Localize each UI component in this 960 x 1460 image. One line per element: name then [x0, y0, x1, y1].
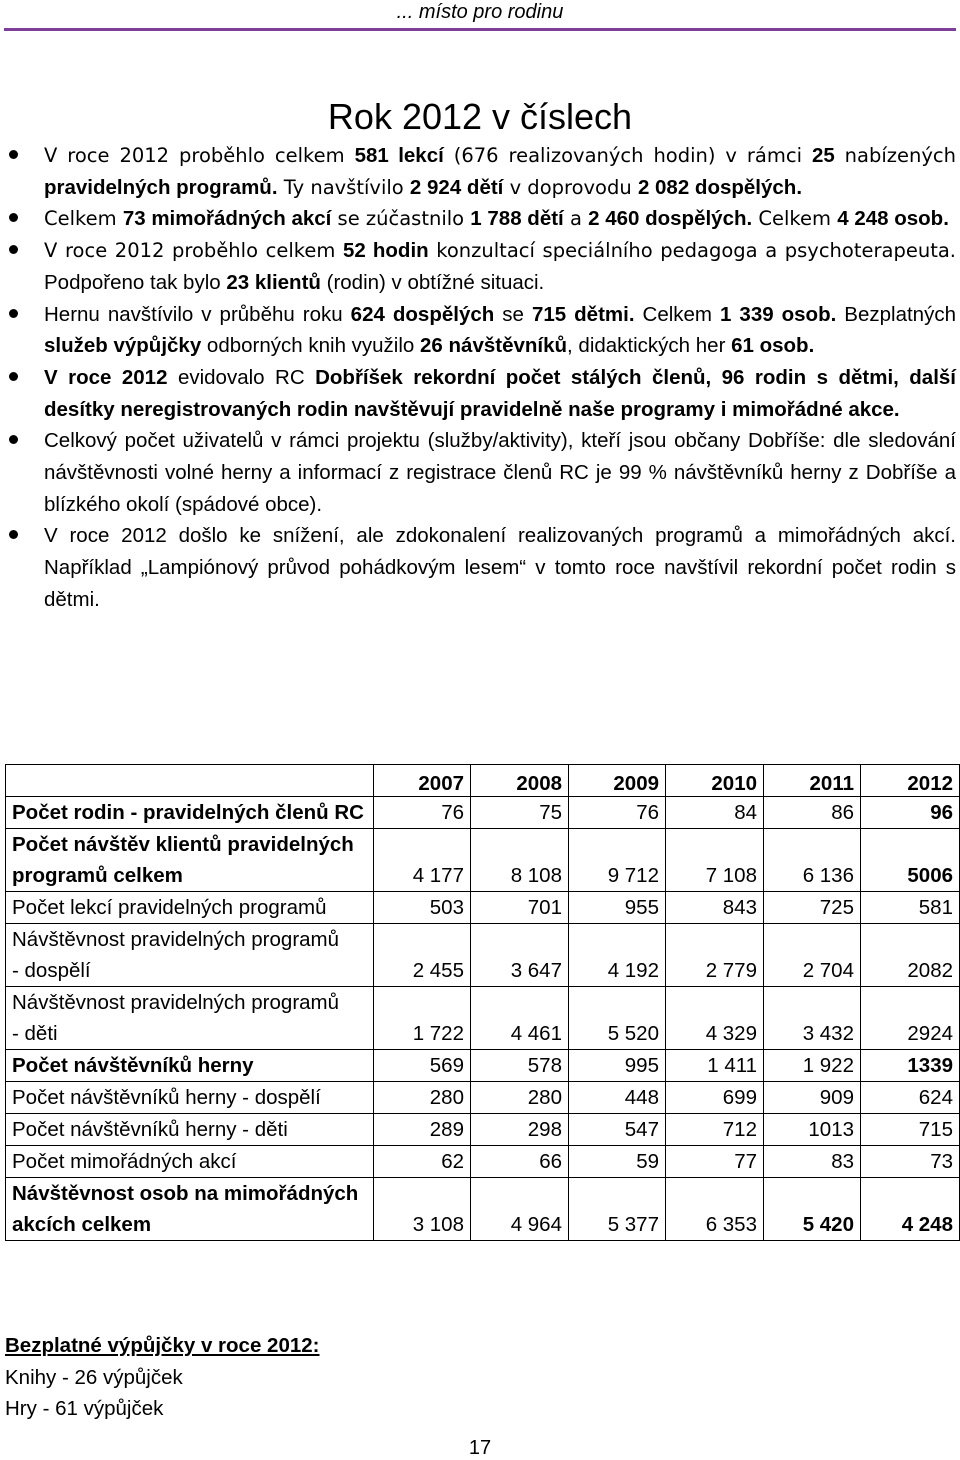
bullet-text-segment: 2 460 dospělých. — [588, 207, 753, 231]
table-header-row — [6, 765, 960, 797]
table-cell: 569 — [374, 1050, 471, 1082]
summary-bullet — [0, 425, 960, 520]
bullet-text-segment: 624 dospělých — [350, 302, 495, 326]
table-row — [6, 1146, 960, 1178]
header-divider — [4, 28, 956, 31]
bullet-text-segment: služeb výpůjčky — [44, 334, 202, 358]
table-cell: 62 — [374, 1146, 471, 1178]
table-row — [6, 892, 960, 924]
table-cell: 4 192 — [569, 924, 666, 987]
table-row-label: Počet návštěv klientů pravidelných programů celkem — [6, 829, 374, 892]
page-title: Rok 2012 v číslech — [327, 96, 633, 138]
table-cell: 624 — [861, 1082, 960, 1114]
table-cell: 289 — [374, 1114, 471, 1146]
table-cell: 725 — [764, 892, 861, 924]
table-cell: 1 411 — [666, 1050, 764, 1082]
table-cell: 503 — [374, 892, 471, 924]
table-cell: 7 108 — [666, 829, 764, 892]
bullet-text-segment: 25 — [811, 144, 835, 167]
bullet-text-segment: V roce 2012 proběhlo celkem — [44, 239, 343, 263]
bullet-text-segment: Celkem — [634, 302, 721, 326]
table-cell: 1013 — [764, 1114, 861, 1146]
bullet-text-segment: Celkem — [44, 207, 123, 231]
table-cell: 5006 — [861, 829, 960, 892]
table-cell: 4 461 — [471, 987, 569, 1050]
table-cell: 715 — [861, 1114, 960, 1146]
table-cell: 6 136 — [764, 829, 861, 892]
bullet-text-segment: 2 082 dospělých. — [637, 175, 803, 199]
bullet-dot-icon — [9, 150, 18, 159]
bullet-text-segment: 2 924 dětí — [409, 175, 504, 199]
table-cell: 5 377 — [569, 1178, 666, 1241]
bullet-text-segment: 52 hodin — [342, 239, 429, 263]
table-row — [6, 829, 960, 892]
summary-bullet — [0, 520, 960, 615]
table-cell: 298 — [471, 1114, 569, 1146]
page-number: 17 — [468, 1437, 492, 1459]
table-cell: 9 712 — [569, 829, 666, 892]
bullet-dot-icon — [9, 245, 18, 254]
table-cell: 96 — [861, 797, 960, 829]
table-cell: 5 420 — [764, 1178, 861, 1241]
bullet-dot-icon — [9, 213, 18, 222]
table-cell: 75 — [471, 797, 569, 829]
summary-bullet — [0, 235, 960, 298]
summary-bullet — [0, 203, 960, 235]
bullet-text-segment: 1 788 dětí — [470, 207, 564, 231]
table-year-header: 2011 — [764, 765, 861, 797]
table-header-empty — [6, 765, 374, 797]
bullet-text-segment: , didaktických her — [567, 334, 732, 358]
bullet-text-segment: v doprovodu — [503, 175, 638, 199]
table-cell: 1 722 — [374, 987, 471, 1050]
table-cell: 4 964 — [471, 1178, 569, 1241]
bullet-text-segment: 23 klientů — [226, 270, 321, 294]
summary-bullet — [0, 140, 960, 203]
bullet-text-segment: Dobříšek rekordní počet stálých členů, 96 rodin s dětmi, další desítky neregistrovaných rodin navštěvují pravidelně naše programy i mimořádné akce. — [44, 365, 956, 421]
table-cell: 448 — [569, 1082, 666, 1114]
table-row-label: Počet návštěvníků herny — [6, 1050, 374, 1082]
table-cell: 3 647 — [471, 924, 569, 987]
bullet-text-segment: Podpořeno tak bylo — [44, 270, 227, 294]
bullet-text-segment: a — [563, 207, 589, 231]
bullet-text-segment: Celkový počet uživatelů v rámci projektu (služby/aktivity), kteří jsou občany Dobříše: dle sledování návštěvnosti volné herny a informací z registrace členů RC je 99 % návštěvníků herny z Dobříše a blízkého okolí (spádové obce). — [44, 429, 956, 516]
table-year-header: 2012 — [861, 765, 960, 797]
table-cell: 578 — [471, 1050, 569, 1082]
bullet-text-segment: Bezplatných — [836, 302, 956, 326]
summary-bullet — [0, 362, 960, 425]
bullet-text-segment: (rodin) v obtížné situaci. — [320, 270, 545, 294]
table-row — [6, 987, 960, 1050]
bullet-dot-icon — [9, 435, 18, 444]
bullet-text-segment: pravidelných programů. — [44, 175, 278, 199]
page-header — [0, 0, 960, 32]
table-row-label: Návštěvnost pravidelných programů - dospělí — [6, 924, 374, 987]
bullet-text-segment: odborných knih využilo — [201, 334, 421, 358]
bullet-text-segment: Hernu navštívilo v průběhu roku — [44, 302, 351, 326]
free-loans-title: Bezplatné výpůjčky v roce 2012: — [5, 1334, 320, 1357]
bullet-text-segment: V roce 2012 — [44, 365, 168, 389]
table-cell: 76 — [374, 797, 471, 829]
table-cell: 712 — [666, 1114, 764, 1146]
bullet-text-segment: 61 osob. — [731, 334, 815, 358]
table-cell: 4 329 — [666, 987, 764, 1050]
header-text: ... místo pro rodinu — [396, 1, 564, 23]
table-cell: 2 455 — [374, 924, 471, 987]
bullet-dot-icon — [9, 309, 18, 318]
table-cell: 76 — [569, 797, 666, 829]
free-loans-item: Hry - 61 výpůjček — [5, 1397, 164, 1421]
bullet-text-segment: 581 lekcí — [354, 144, 444, 167]
table-cell: 3 108 — [374, 1178, 471, 1241]
table-cell: 77 — [666, 1146, 764, 1178]
table-cell: 1339 — [861, 1050, 960, 1082]
bullet-dot-icon — [9, 372, 18, 381]
table-row-label: Počet návštěvníků herny - dospělí — [6, 1082, 374, 1114]
bullet-text-segment: Ty navštívilo — [277, 175, 410, 199]
table-cell: 83 — [764, 1146, 861, 1178]
summary-bullet-list — [0, 140, 960, 616]
table-cell: 4 177 — [374, 829, 471, 892]
table-row — [6, 1050, 960, 1082]
table-cell: 909 — [764, 1082, 861, 1114]
table-cell: 5 520 — [569, 987, 666, 1050]
table-cell: 2082 — [861, 924, 960, 987]
table-row-label: Počet rodin - pravidelných členů RC — [6, 797, 374, 829]
table-row-label: Návštěvnost pravidelných programů - děti — [6, 987, 374, 1050]
bullet-text-segment: 73 mimořádných akcí — [122, 207, 332, 231]
table-cell: 73 — [861, 1146, 960, 1178]
table-cell: 547 — [569, 1114, 666, 1146]
table-row — [6, 1082, 960, 1114]
table-cell: 2 704 — [764, 924, 861, 987]
table-cell: 3 432 — [764, 987, 861, 1050]
free-loans-item: Knihy - 26 výpůjček — [5, 1365, 183, 1389]
summary-bullet — [0, 299, 960, 362]
bullet-text-segment: 26 návštěvníků — [420, 334, 568, 358]
table-cell: 699 — [666, 1082, 764, 1114]
table-cell: 701 — [471, 892, 569, 924]
table-cell: 581 — [861, 892, 960, 924]
table-year-header: 2010 — [666, 765, 764, 797]
bullet-dot-icon — [9, 530, 18, 539]
table-row-label: Počet lekcí pravidelných programů — [6, 892, 374, 924]
table-cell: 59 — [569, 1146, 666, 1178]
table-row-label: Počet návštěvníků herny - děti — [6, 1114, 374, 1146]
table-cell: 280 — [374, 1082, 471, 1114]
free-loans-section — [5, 1330, 320, 1425]
bullet-text-segment: konzultací speciálního pedagoga a psychoterapeuta. — [428, 239, 956, 263]
bullet-text-segment: evidovalo — [167, 365, 276, 389]
table-cell: 955 — [569, 892, 666, 924]
bullet-text-segment: Celkem — [752, 207, 838, 231]
bullet-text-segment: 4 248 osob. — [837, 207, 949, 231]
table-cell: 6 353 — [666, 1178, 764, 1241]
bullet-text-segment: se — [494, 302, 532, 326]
table-row — [6, 1178, 960, 1241]
table-cell: 66 — [471, 1146, 569, 1178]
table-cell: 8 108 — [471, 829, 569, 892]
table-cell: 2 779 — [666, 924, 764, 987]
bullet-text-segment: V roce 2012 proběhlo celkem — [44, 144, 355, 167]
table-cell: 1 922 — [764, 1050, 861, 1082]
table-cell: 2924 — [861, 987, 960, 1050]
table-cell: 843 — [666, 892, 764, 924]
table-cell: 86 — [764, 797, 861, 829]
table-row — [6, 924, 960, 987]
table-row — [6, 797, 960, 829]
table-row-label: Počet mimořádných akcí — [6, 1146, 374, 1178]
table-cell: 280 — [471, 1082, 569, 1114]
table-cell: 84 — [666, 797, 764, 829]
bullet-text-segment: se zúčastnilo — [331, 207, 471, 231]
statistics-table — [5, 764, 960, 1241]
bullet-text-segment: V roce 2012 došlo ke snížení, ale zdokonalení realizovaných programů a mimořádných akcí. Například „Lampiónový průvod pohádkovým lesem“ v tomto roce navštívil rekordní počet rodin s dětmi. — [44, 524, 956, 611]
bullet-text-segment: (676 realizovaných hodin) v rámci — [443, 144, 812, 167]
table-year-header: 2009 — [569, 765, 666, 797]
table-year-header: 2007 — [374, 765, 471, 797]
bullet-text-segment: nabízených — [834, 144, 956, 167]
bullet-text-segment: RC — [275, 365, 305, 389]
table-row — [6, 1114, 960, 1146]
table-cell: 4 248 — [861, 1178, 960, 1241]
table-year-header: 2008 — [471, 765, 569, 797]
table-cell: 995 — [569, 1050, 666, 1082]
bullet-text-segment: 715 dětmi. — [531, 302, 635, 326]
bullet-text-segment: 1 339 osob. — [720, 302, 837, 326]
table-row-label: Návštěvnost osob na mimořádných akcích celkem — [6, 1178, 374, 1241]
